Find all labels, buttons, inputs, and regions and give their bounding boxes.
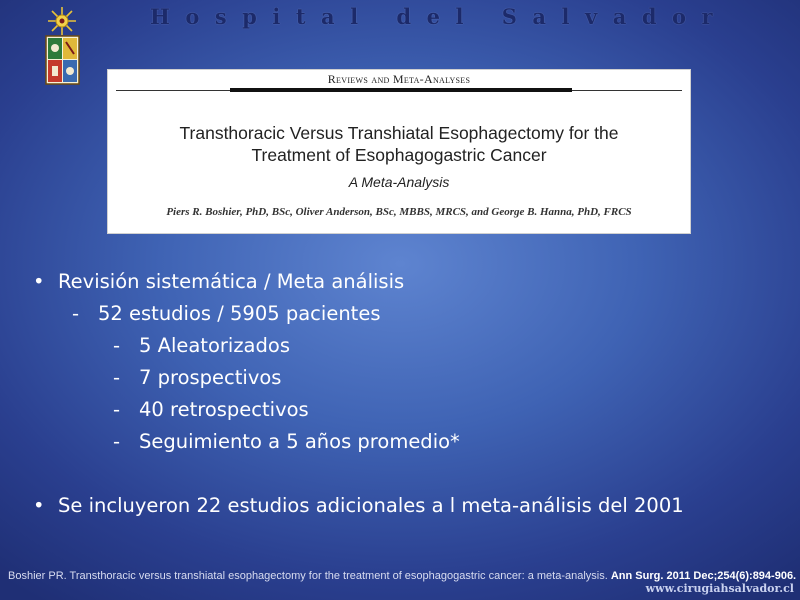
website-url: www.cirugiahsalvador.cl	[645, 582, 794, 595]
article-title-line-2: Treatment of Esophagogastric Cancer	[251, 145, 547, 165]
article-title-line-1: Transthoracic Versus Transhiatal Esophagectomy for the	[179, 123, 619, 143]
divider-bar	[230, 88, 572, 92]
sub-item-2: 7 prospectivos	[139, 366, 282, 389]
article-authors: Piers R. Boshier, PhD, BSc, Oliver Anderson, BSc, MBBS, MRCS, and George B. Hanna, PhD, FRCS	[166, 206, 632, 218]
sun-icon	[44, 6, 80, 36]
dash-marker: -	[113, 366, 121, 389]
page-header-title: Hospital del Salvador	[150, 4, 729, 29]
bullet-1-text: Revisión sistemática / Meta análisis	[58, 270, 405, 293]
citation-footer	[8, 570, 796, 582]
article-title	[118, 122, 680, 166]
dash-marker: -	[113, 398, 121, 421]
dash-marker: -	[113, 430, 121, 453]
bullet-1-sub-text: 52 estudios / 5905 pacientes	[98, 302, 381, 325]
journal-section-label: Reviews and Meta-Analyses	[327, 72, 471, 86]
coat-of-arms-icon	[44, 34, 81, 86]
bullet-marker: •	[33, 270, 45, 293]
sub-item-3: 40 retrospectivos	[139, 398, 309, 421]
sub-item-4: Seguimiento a 5 años promedio*	[139, 430, 460, 453]
bullet-2-text: Se incluyeron 22 estudios adicionales a l meta-análisis del 2001	[58, 494, 684, 517]
dash-marker: -	[72, 302, 80, 325]
sub-item-1: 5 Aleatorizados	[139, 334, 290, 357]
dash-marker: -	[113, 334, 121, 357]
citation-text: Boshier PR. Transthoracic versus transhiatal esophagectomy for the treatment of esophagogastric cancer: a meta-analysis.	[8, 570, 608, 582]
article-header-image	[107, 69, 691, 234]
article-subtitle: A Meta-Analysis	[348, 174, 450, 190]
citation-journal: Ann Surg. 2011 Dec;254(6):894-906.	[610, 570, 797, 582]
bullet-marker: •	[33, 494, 45, 517]
